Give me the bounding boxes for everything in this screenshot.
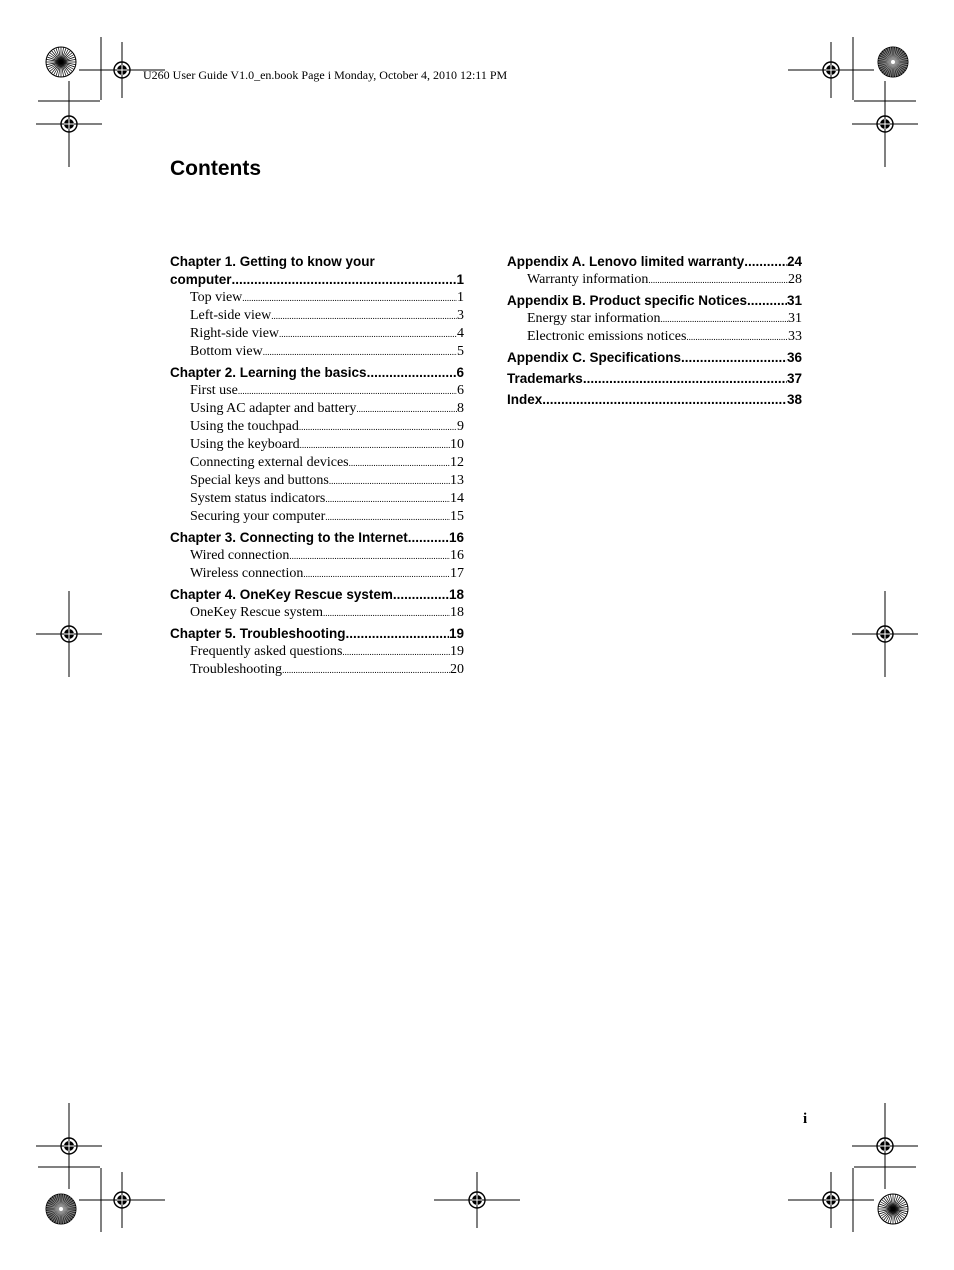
page-number: i bbox=[803, 1111, 808, 1127]
toc-entry[interactable] bbox=[170, 307, 464, 325]
toc-entry[interactable] bbox=[170, 565, 464, 583]
toc-heading-text: Chapter 2. Learning the basics bbox=[170, 365, 367, 380]
toc-entry-text: Using AC adapter and battery bbox=[190, 401, 357, 416]
toc-entry[interactable] bbox=[507, 271, 802, 289]
toc-entry[interactable] bbox=[170, 289, 464, 307]
toc-section bbox=[507, 391, 802, 409]
toc-page-number: 13 bbox=[450, 473, 464, 488]
book-slug-line: U260 User Guide V1.0_en.book Page i Monday, October 4, 2010 12:11 PM bbox=[143, 68, 508, 82]
toc-leader bbox=[325, 508, 450, 526]
toc-chapter-1[interactable] bbox=[170, 253, 464, 289]
toc-heading-text: Trademarks bbox=[507, 371, 583, 386]
toc-entry-text: First use bbox=[190, 383, 238, 398]
toc-page-number: 31 bbox=[786, 293, 802, 308]
toc-page-number: 4 bbox=[457, 326, 464, 341]
toc-page-number: 20 bbox=[450, 662, 464, 677]
toc-leader bbox=[356, 400, 457, 418]
toc-leader bbox=[271, 307, 457, 325]
page-title: Contents bbox=[170, 157, 261, 180]
toc-heading-text: Appendix B. Product specific Notices bbox=[507, 293, 748, 308]
toc-section bbox=[170, 586, 464, 622]
toc-page-number: 33 bbox=[788, 329, 802, 344]
toc-entry-text: Top view bbox=[190, 290, 243, 305]
toc-entry[interactable] bbox=[170, 508, 464, 526]
toc-leader bbox=[583, 370, 787, 388]
toc-leader bbox=[686, 328, 788, 346]
toc-left-column bbox=[170, 253, 464, 682]
toc-page-number: 9 bbox=[457, 419, 464, 434]
toc-leader bbox=[408, 529, 449, 547]
toc-entry[interactable] bbox=[170, 454, 464, 472]
toc-page-number: 36 bbox=[786, 350, 802, 365]
toc-leader bbox=[238, 382, 457, 400]
toc-page-number: 19 bbox=[450, 644, 464, 659]
toc-index[interactable] bbox=[507, 391, 802, 409]
toc-leader bbox=[648, 271, 788, 289]
registration-mark-icon bbox=[788, 1172, 874, 1228]
toc-page-number: 10 bbox=[450, 437, 464, 452]
toc-leader bbox=[300, 436, 450, 454]
toc-entry-text: Left-side view bbox=[190, 308, 272, 323]
toc-page-number: 8 bbox=[457, 401, 464, 416]
toc-entry[interactable] bbox=[170, 418, 464, 436]
toc-section bbox=[507, 292, 802, 346]
registration-mark-icon bbox=[852, 1103, 918, 1189]
toc-entry-text: Electronic emissions notices bbox=[527, 329, 687, 344]
toc-chapter-2[interactable] bbox=[170, 364, 464, 382]
toc-entry-text: System status indicators bbox=[190, 491, 326, 506]
toc-entry[interactable] bbox=[170, 604, 464, 622]
toc-leader bbox=[232, 271, 457, 289]
toc-section bbox=[170, 253, 464, 361]
toc-leader bbox=[325, 490, 450, 508]
toc-entry[interactable] bbox=[170, 382, 464, 400]
toc-page-number: 18 bbox=[450, 605, 464, 620]
toc-entry[interactable] bbox=[170, 343, 464, 361]
toc-heading-text: Chapter 5. Troubleshooting bbox=[170, 626, 346, 641]
toc-page-number: 5 bbox=[457, 344, 464, 359]
toc-leader bbox=[661, 310, 789, 328]
toc-entry[interactable] bbox=[170, 472, 464, 490]
toc-page-number: 18 bbox=[448, 587, 464, 602]
toc-entry-text: Using the touchpad bbox=[190, 419, 299, 434]
toc-right-column bbox=[507, 253, 802, 412]
toc-chapter-3[interactable] bbox=[170, 529, 464, 547]
toc-entry[interactable] bbox=[170, 643, 464, 661]
toc-page-number: 6 bbox=[456, 365, 464, 380]
toc-entry-text: OneKey Rescue system bbox=[190, 605, 323, 620]
registration-mark-icon bbox=[434, 1172, 520, 1228]
toc-entry-text: Using the keyboard bbox=[190, 437, 300, 452]
registration-mark-icon bbox=[852, 81, 918, 167]
toc-page-number: 3 bbox=[457, 308, 464, 323]
toc-leader bbox=[323, 604, 450, 622]
registration-mark-icon bbox=[36, 81, 102, 167]
color-target-icon bbox=[878, 1194, 908, 1224]
color-target-icon bbox=[46, 1194, 76, 1224]
toc-leader bbox=[303, 565, 450, 583]
toc-entry-text: Securing your computer bbox=[190, 509, 326, 524]
toc-page-number: 1 bbox=[456, 272, 464, 287]
toc-page-number: 28 bbox=[788, 272, 802, 287]
toc-entry-text: Warranty information bbox=[527, 272, 649, 287]
toc-appendix-b[interactable] bbox=[507, 292, 802, 310]
toc-entry[interactable] bbox=[170, 547, 464, 565]
toc-page-number: 37 bbox=[786, 371, 802, 386]
toc-section bbox=[170, 529, 464, 583]
toc-section bbox=[170, 625, 464, 679]
toc-entry[interactable] bbox=[170, 661, 464, 679]
toc-leader bbox=[242, 289, 457, 307]
toc-chapter-5[interactable] bbox=[170, 625, 464, 643]
toc-page-number: 38 bbox=[786, 392, 802, 407]
toc-leader bbox=[681, 349, 787, 367]
toc-leader bbox=[282, 661, 450, 679]
toc-page-number: 24 bbox=[786, 254, 802, 269]
color-target-icon bbox=[46, 47, 76, 77]
toc-appendix-c[interactable] bbox=[507, 349, 802, 367]
toc-chapter-4[interactable] bbox=[170, 586, 464, 604]
toc-leader bbox=[346, 625, 449, 643]
toc-leader bbox=[289, 547, 450, 565]
toc-heading-text: Appendix A. Lenovo limited warranty bbox=[507, 254, 745, 269]
registration-mark-icon bbox=[788, 42, 874, 98]
toc-leader bbox=[747, 292, 787, 310]
toc-page-number: 15 bbox=[450, 509, 464, 524]
toc-entry-text: Special keys and buttons bbox=[190, 473, 329, 488]
registration-mark-icon bbox=[36, 1103, 102, 1189]
toc-entry-text: Troubleshooting bbox=[190, 662, 283, 677]
toc-entry-text: Energy star information bbox=[527, 311, 661, 326]
toc-heading-text: Index bbox=[507, 392, 543, 407]
toc-page-number: 16 bbox=[450, 548, 464, 563]
toc-entry-text: Bottom view bbox=[190, 344, 263, 359]
toc-entry[interactable] bbox=[170, 325, 464, 343]
toc-leader bbox=[744, 253, 787, 271]
toc-trademarks[interactable] bbox=[507, 370, 802, 388]
toc-leader bbox=[342, 643, 450, 661]
toc-page-number: 17 bbox=[450, 566, 464, 581]
registration-mark-icon bbox=[852, 591, 918, 677]
toc-page-number: 12 bbox=[450, 455, 464, 470]
toc-heading-text: Chapter 1. Getting to know your bbox=[170, 254, 375, 269]
toc-page-number: 31 bbox=[788, 311, 802, 326]
toc-heading-text: Appendix C. Specifications bbox=[507, 350, 682, 365]
toc-leader bbox=[393, 586, 449, 604]
registration-mark-icon bbox=[36, 591, 102, 677]
toc-leader bbox=[329, 472, 450, 490]
toc-leader bbox=[349, 454, 450, 472]
color-target-icon bbox=[878, 47, 908, 77]
toc-entry[interactable] bbox=[170, 436, 464, 454]
toc-leader bbox=[542, 391, 787, 409]
toc-heading-text: Chapter 4. OneKey Rescue system bbox=[170, 587, 393, 602]
toc-entry[interactable] bbox=[507, 310, 802, 328]
toc-heading-text: Chapter 3. Connecting to the Internet bbox=[170, 530, 408, 545]
toc-page-number: 6 bbox=[457, 383, 464, 398]
toc-leader bbox=[279, 325, 457, 343]
toc-entry-text: Frequently asked questions bbox=[190, 644, 343, 659]
toc-entry-text: Wireless connection bbox=[190, 566, 304, 581]
toc-entry-text: Right-side view bbox=[190, 326, 280, 341]
toc-entry[interactable] bbox=[507, 328, 802, 346]
toc-entry[interactable] bbox=[170, 490, 464, 508]
toc-leader bbox=[263, 343, 457, 361]
toc-page-number: 19 bbox=[448, 626, 464, 641]
toc-appendix-a[interactable] bbox=[507, 253, 802, 271]
toc-entry-text: Wired connection bbox=[190, 548, 290, 563]
toc-page-number: 1 bbox=[457, 290, 464, 305]
toc-leader bbox=[367, 364, 457, 382]
toc-section bbox=[507, 253, 802, 289]
toc-heading-text: computer bbox=[170, 272, 232, 287]
toc-page-number: 16 bbox=[448, 530, 464, 545]
toc-section bbox=[507, 349, 802, 367]
toc-page-number: 14 bbox=[450, 491, 464, 506]
toc-entry[interactable] bbox=[170, 400, 464, 418]
registration-mark-icon bbox=[79, 1172, 165, 1228]
toc-section bbox=[170, 364, 464, 526]
toc-section bbox=[507, 370, 802, 388]
toc-entry-text: Connecting external devices bbox=[190, 455, 349, 470]
toc-leader bbox=[299, 418, 457, 436]
